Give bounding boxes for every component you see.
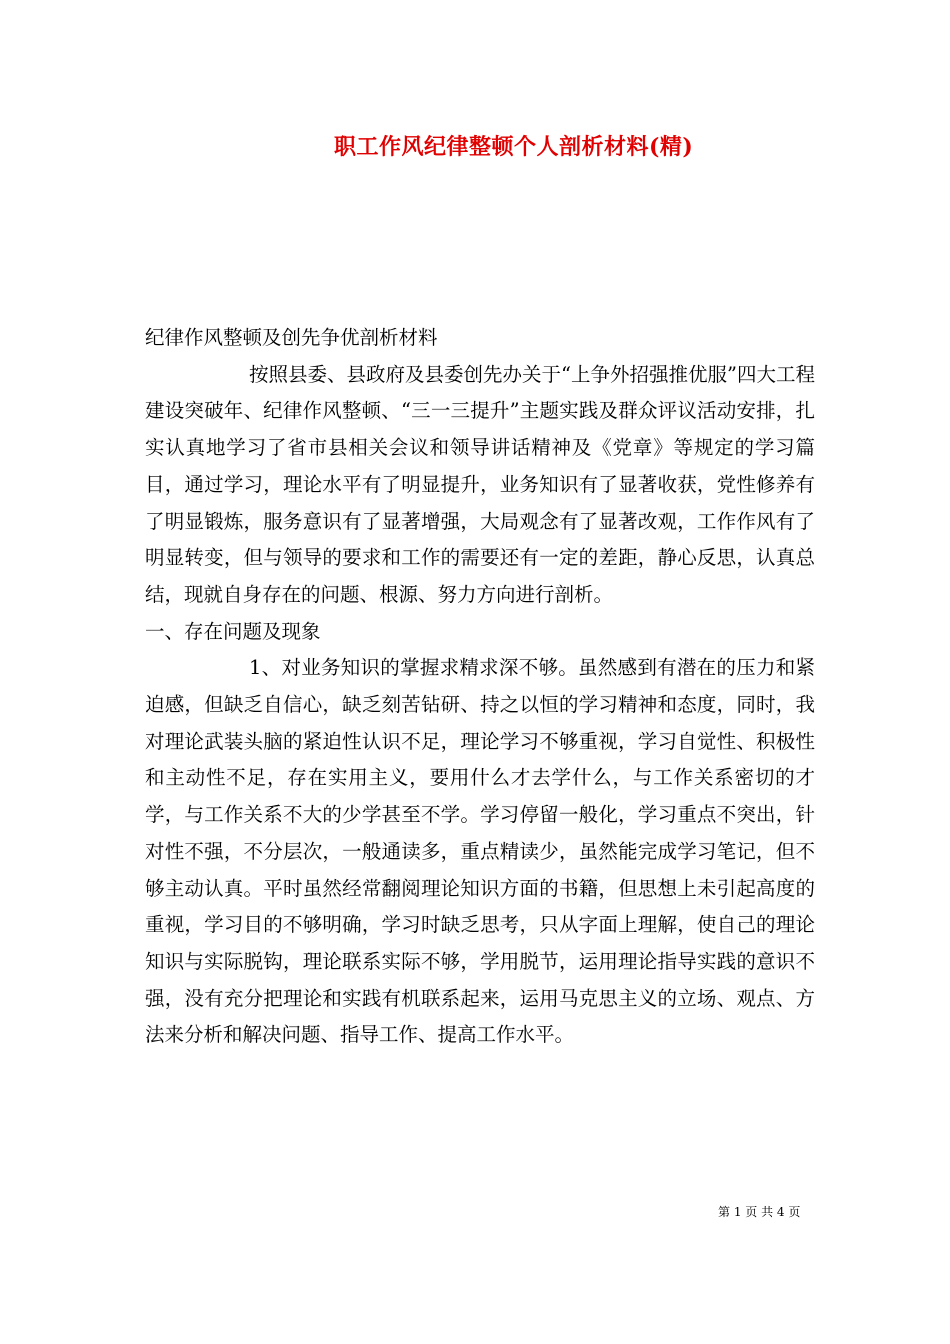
document-subtitle: 纪律作风整顿及创先争优剖析材料	[145, 326, 438, 349]
intro-paragraph: 按照县委、县政府及县委创先办关于“上争外招强推优服”四大工程建设突破年、纪律作风整顿、“三一三提升”主题实践及群众评议活动安排，扎实认真地学习了省市县相关会议和领导讲话精神及《党章》等规定的学习篇目，通过学习，理论水平有了明显提升，业务知识有了显著收获，党性修养有了明显锻炼，服务意识有了显著增强，大局观念有了显著改观，工作作风有了明显转变，但与领导的要求和工作的需要还有一定的差距，静心反思，认真总结，现就自身存在的问题、根源、努力方向进行剖析。	[145, 362, 815, 606]
section-paragraph: 1、对业务知识的掌握求精求深不够。虽然感到有潜在的压力和紧迫感，但缺乏自信心，缺乏刻苦钻研、持之以恒的学习精神和态度，同时，我对理论武装头脑的紧迫性认识不足，理论学习不够重视，学习自觉性、积极性和主动性不足，存在实用主义，要用什么才去学什么，与工作关系密切的才学，与工作关系不大的少学甚至不学。学习停留一般化，学习重点不突出，针对性不强，不分层次，一般通读多，重点精读少，虽然能完成学习笔记，但不够主动认真。平时虽然经常翻阅理论知识方面的书籍，但思想上未引起高度的重视，学习目的不够明确，学习时缺乏思考，只从字面上理解，使自己的理论知识与实际脱钩，理论联系实际不够，学用脱节，运用理论指导实践的意识不强，没有充分把理论和实践有机联系起来，运用马克思主义的立场、观点、方法来分析和解决问题、指导工作、提高工作水平。	[145, 656, 815, 1047]
page-footer: 第 1 页 共 4 页	[718, 1205, 801, 1219]
document-title: 职工作风纪律整顿个人剖析材料(精)	[334, 134, 694, 160]
section-heading: 一、存在问题及现象	[145, 619, 321, 643]
document-body	[145, 320, 815, 1054]
